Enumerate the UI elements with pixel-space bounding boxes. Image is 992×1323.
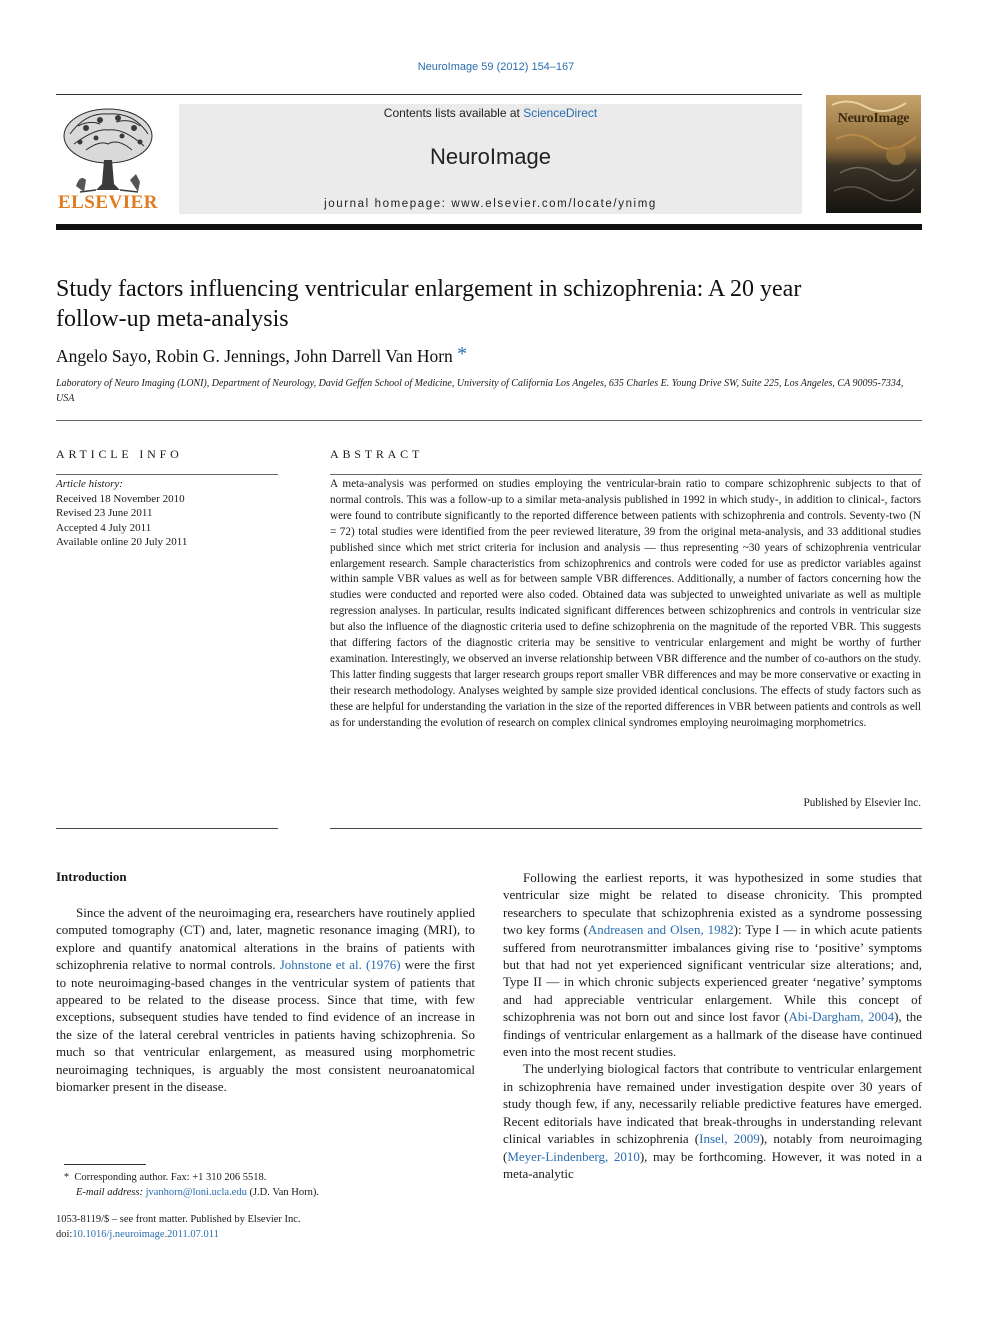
intro-paragraph-1 [56, 904, 475, 1095]
paragraph-text: The underlying biological factors that contribute to ventricular enlargement in schizophrenia have remained under investigation despite over 30 years of study though few, if any, necessarily reliable predictive features have emerged. Recent editorials have indicated that break-throughs in understanding relevant clinical variables in schizophrenia ( [503, 1061, 922, 1147]
footnote [56, 1170, 475, 1200]
abstract-text: A meta-analysis was performed on studies employing the ventricular-brain ratio to compare schizophrenic subjects to that of normal controls. This was a follow-up to a similar meta-analysis published in 1992 in which study-, in addition to clinical-, factors were found to contribute significantly to the reported difference between patients with schizophrenia and controls. Seventy-two (N = 72) total studies were identified from the peer reviewed literature, 39 from the original meta-analysis, and 33 additional studies published since which met strict criteria for inclusion and analysis — thus representing ~30 years of schizophrenia ventricular enlargement research. Sample characteristics from schizophrenics and controls were coded for use as predictor variables against within sample VBR values as well as for between sample VBR differences. Additionally, a number of factors concerning how the studies were conducted and reported were also coded. Obtained data was subjected to unweighted univariate as well as multiple regression analyses. In particular, results indicated significant differences between schizophrenics and controls in ventricular size but also the influence of the diagnostic criteria used to define schizophrenia on the magnitude of the reported VBR. This suggests that differing factors of the diagnostic criteria may be sensitive to ventricular enlargement and might be worthy of further examination. Interestingly, we observed an inverse relationship between VBR difference and the number of co-authors on the study. This latter finding suggests that larger research groups report smaller VBR differences and may be more conservative or exacting in their research methodology. Analyses weighted by sample size provided identical conclusions. The effects of study factors such as these are helpful for understanding the variation in the size of the reported differences in VBR between patients and controls as well as for understanding the evolution of research on complex clinical syndromes employing neuroimaging morphometrics. [330, 478, 921, 729]
abstract-heading: ABSTRACT [330, 447, 424, 461]
ref-meyer-lindenberg-2010[interactable]: Meyer-Lindenberg, 2010 [507, 1148, 640, 1164]
paragraph-text: Since the advent of the neuroimaging era, researchers have routinely applied computed tomography (CT) and, later, magnetic resonance imaging (MRI), to explore and quantify anatomical alterations in the brains of patients with schizophrenia relative to normal controls. [56, 905, 475, 973]
author-list [56, 343, 922, 367]
paragraph-text: Following the earliest reports, it was hypothesized in some studies that ventricular size might be related to disease chronicity. This prompted researchers to speculate that schizophrenia existed as a syndrome possessing two key forms ( [503, 870, 922, 938]
ref-insel-2009[interactable]: Insel, 2009 [699, 1131, 760, 1147]
journal-name[interactable]: NeuroImage [429, 144, 552, 169]
body-column-right [503, 869, 922, 1182]
journal-header-box [179, 104, 802, 214]
contents-prefix: Contents lists available at [383, 106, 524, 120]
article-info-bottom-rule [56, 828, 278, 829]
intro-paragraph-3 [503, 1060, 922, 1182]
paragraph-text: ), the findings of ventricular enlargement as a hallmark of the disease have continued even into the most recent studies. [503, 1009, 922, 1060]
email-suffix: (J.D. Van Horn). [246, 1187, 319, 1198]
history-revised: Revised 23 June 2011 [56, 507, 153, 519]
journal-cover-image[interactable] [826, 95, 921, 213]
paragraph-text: were the first to note neuroimaging-based changes in the ventricular system of patients that appeared to be related to the disease process. Since that time, with few exceptions, subsequent studies have tended to find evidence of an increase in the size of the lateral cerebral ventricles in patients having schizophrenia. So much so that ventricular enlargement, as measured using morphometric neuroimaging techniques, is arguably the most consistent neuroanatomical biomarker present in the disease. [56, 957, 475, 1095]
email-link[interactable]: jvanhorn@loni.ucla.edu [145, 1187, 247, 1198]
doi-prefix: doi: [56, 1228, 73, 1240]
abstract-bottom-rule [330, 828, 922, 829]
title-line-1: Study factors influencing ventricular enlargement in schizophrenia: A 20 year [56, 276, 802, 302]
email-label: E-mail address: [76, 1187, 146, 1198]
journal-citation[interactable]: NeuroImage 59 (2012) 154–167 [417, 61, 575, 73]
paragraph-text: ), notably from neuroimaging ( [503, 1131, 922, 1164]
footnote-star: * [63, 1172, 70, 1183]
affiliation: Laboratory of Neuro Imaging (LONI), Department of Neurology, David Geffen School of Medicine, University of California Los Angeles, 635 Charles E. Young Drive SW, Suite 225, Los Angeles, CA 90095-7334, USA [56, 378, 904, 404]
elsevier-tree-icon [56, 104, 160, 194]
ref-johnstone-1976[interactable]: Johnstone et al. (1976) [279, 957, 401, 973]
history-received: Received 18 November 2010 [56, 492, 185, 505]
footnote-email [56, 1185, 475, 1200]
article-info-rule [56, 474, 278, 475]
issn-block [56, 1213, 475, 1242]
title-line-2: follow-up meta-analysis [56, 306, 289, 332]
abstract-rule [330, 474, 922, 475]
paragraph-text: ): Type I — in which acute patients suffered from neurotransmitter imbalances giving rise to ‘positive’ symptoms but that had not yet experienced significant ventricular size alterations; and, Type II — in which chronic subjects experienced greater ‘negative’ symptoms and had appreciable ventricular enlargement. While this concept of schizophrenia was not born out and since lost favor ( [503, 922, 923, 1025]
sciencedirect-link[interactable]: ScienceDirect [523, 106, 598, 120]
introduction-heading: Introduction [56, 869, 127, 884]
ref-andreasen-1982[interactable]: Andreasen and Olsen, 1982 [587, 922, 734, 938]
article-info-heading: ARTICLE INFO [56, 447, 183, 461]
article-history [56, 477, 278, 550]
author-names: Angelo Sayo, Robin G. Jennings, John Darrell Van Horn [56, 346, 453, 366]
journal-homepage[interactable]: journal homepage: www.elsevier.com/locate/ynimg [324, 198, 657, 210]
footnote-rule [64, 1164, 146, 1165]
section-divider [56, 420, 922, 421]
contents-line [179, 106, 802, 120]
header-divider [56, 224, 922, 230]
cover-title: NeuroImage [837, 111, 910, 126]
corresponding-author-mark[interactable]: * [457, 343, 468, 365]
history-accepted: Accepted 4 July 2011 [56, 521, 152, 534]
paragraph-text: ), may be forthcoming. However, it was noted in a meta-analytic [503, 1148, 923, 1181]
header-top-rule [56, 94, 802, 95]
article-title [56, 274, 922, 334]
intro-paragraph-2 [503, 869, 922, 1060]
ref-abi-dargham-2004[interactable]: Abi-Dargham, 2004 [788, 1009, 895, 1025]
doi-link[interactable]: 10.1016/j.neuroimage.2011.07.011 [72, 1228, 219, 1240]
doi-line [56, 1228, 475, 1243]
elsevier-logo[interactable] [56, 104, 160, 214]
elsevier-wordmark: ELSEVIER [57, 192, 159, 213]
footnote-corresponding [56, 1170, 475, 1185]
body-column-left [56, 904, 475, 1095]
published-by: Published by Elsevier Inc. [803, 797, 921, 809]
history-title: Article history: [56, 478, 123, 490]
history-online: Available online 20 July 2011 [56, 536, 188, 548]
issn-line: 1053-8119/$ – see front matter. Published by Elsevier Inc. [56, 1214, 301, 1225]
corresponding-text: Corresponding author. Fax: +1 310 206 5518. [74, 1172, 267, 1183]
